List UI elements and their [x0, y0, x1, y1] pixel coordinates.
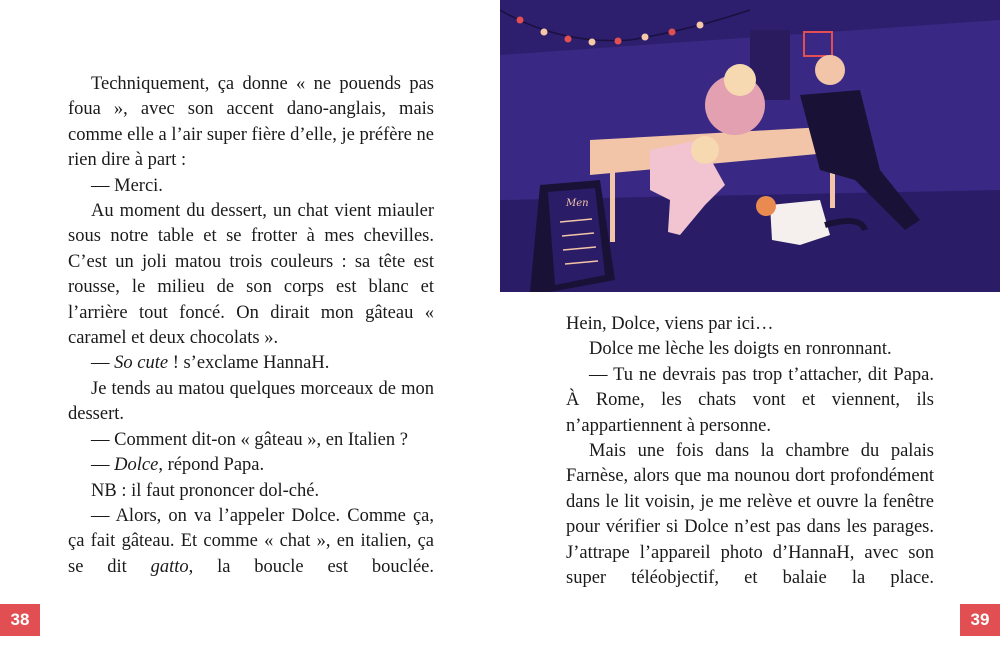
- light-bulb: [517, 17, 524, 24]
- light-bulb: [541, 29, 548, 36]
- light-bulb: [697, 22, 704, 29]
- paragraph: — Alors, on va l’appeler Dolce. Comme ça, ça fait gâteau. Et comme « chat », en italien, ça se dit gatto, la boucle est bouclée.: [68, 505, 434, 577]
- paragraph: Hein, Dolce, viens par ici…: [566, 314, 774, 334]
- light-bulb: [565, 36, 572, 43]
- paragraph: Dolce me lèche les doigts en ronronnant.: [589, 339, 892, 360]
- paragraph: — So cute ! s’exclame HannaH.: [91, 353, 330, 374]
- woman-head: [724, 64, 756, 96]
- table-leg: [610, 172, 615, 242]
- paragraph: Techniquement, ça donne « ne pouends pas foua », avec son accent dano-anglais, mais comme elle a l’air super fière d’elle, je préfère ne rien dire à part :: [68, 74, 434, 171]
- light-bulb: [642, 34, 649, 41]
- page-number-badge: 38: [0, 604, 40, 636]
- paragraph: Je tends au matou quelques morceaux de mon dessert.: [68, 378, 434, 425]
- left-page-text: [68, 72, 434, 580]
- paragraph: NB : il faut prononcer dol-ché.: [91, 480, 320, 501]
- paragraph: — Comment dit-on « gâteau », en Italien ?: [91, 429, 408, 450]
- right-page-text: [566, 312, 934, 591]
- paragraph: — Dolce, répond Papa.: [91, 455, 265, 476]
- paragraph: Mais une fois dans la chambre du palais Farnèse, alors que ma nounou dort profondément dans le lit voisin, je me relève et ouvre la fenêtre pour vérifier si Dolce n’est pas dans les parages. J’attrape l’appareil photo d’HannaH, avec son super téléobjectif, et balaie la place.: [566, 441, 934, 589]
- light-bulb: [615, 38, 622, 45]
- light-bulb: [669, 29, 676, 36]
- cafe-night-illustration: [500, 0, 1000, 292]
- paragraph: Au moment du dessert, un chat vient miauler sous notre table et se frotter à mes chevilles. C’est un joli matou trois couleurs : sa tête est rousse, le milieu de son corps est blanc et l’arrière tout foncé. On dirait mon gâteau « caramel et deux chocolats ».: [68, 201, 434, 349]
- page-number-badge: 39: [960, 604, 1000, 636]
- girl-head: [691, 136, 719, 164]
- paragraph: — Tu ne devrais pas trop t’attacher, dit Papa. À Rome, les chats vont et viennent, ils n’appartiennent à personne.: [566, 364, 934, 436]
- man-head: [815, 55, 845, 85]
- cat-head: [756, 196, 776, 216]
- light-bulb: [589, 39, 596, 46]
- paragraph: — Merci.: [91, 175, 163, 196]
- menu-board-title: Men: [566, 198, 589, 209]
